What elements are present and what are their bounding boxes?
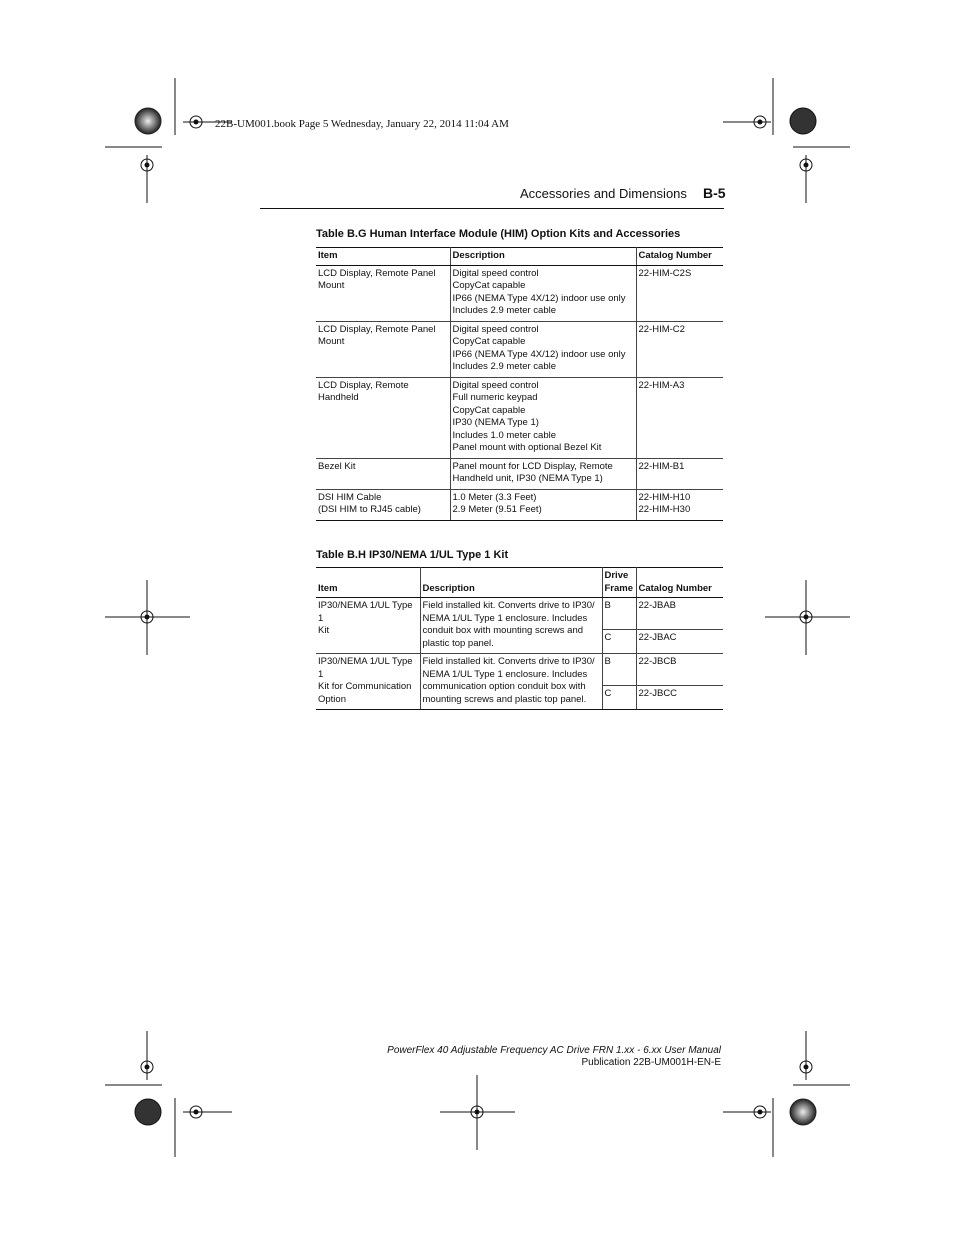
cell-line: 22-HIM-H30 — [638, 504, 691, 515]
cell-description — [450, 489, 636, 520]
cell-line: Field installed kit. Converts drive to IP30/ — [422, 600, 595, 611]
cell-line: IP30 (NEMA Type 1) — [452, 417, 539, 428]
table-h-header-catalog: Catalog Number — [636, 568, 723, 598]
cell-line: NEMA 1/UL Type 1 enclosure. Includes — [422, 612, 588, 624]
cell-line: Panel mount for LCD Display, Remote — [452, 460, 613, 472]
cell-line: LCD Display, Remote Panel — [318, 267, 436, 279]
cell-line: 22-HIM-C2 — [638, 323, 685, 335]
cell-catalog-number — [636, 265, 723, 321]
table-h — [316, 567, 723, 710]
cell-line: Mount — [318, 336, 345, 347]
cell-description — [420, 654, 602, 710]
table-row — [316, 654, 723, 686]
cell-line: IP30/NEMA 1/UL Type 1 — [318, 600, 413, 624]
cell-description — [450, 458, 636, 489]
cell-line: Includes 2.9 meter cable — [452, 305, 557, 316]
cell-line: Option — [318, 693, 346, 705]
cell-catalog-number — [636, 321, 723, 377]
cell-drive-frame: C — [602, 685, 636, 710]
cell-description — [420, 598, 602, 654]
cell-catalog-number: 22-JBAB — [636, 598, 723, 630]
cell-line: IP30/NEMA 1/UL Type 1 — [318, 656, 413, 680]
cell-item — [316, 377, 450, 458]
header-rule — [260, 208, 724, 209]
cell-line: 2.9 Meter (9.51 Feet) — [452, 504, 542, 515]
table-row — [316, 265, 723, 321]
table-g-header-catalog: Catalog Number — [636, 248, 723, 266]
cell-line: NEMA 1/UL Type 1 enclosure. Includes — [422, 668, 588, 680]
cell-item — [316, 654, 420, 710]
cell-catalog-number — [636, 489, 723, 520]
table-g-header-item: Item — [316, 248, 450, 266]
cell-line: LCD Display, Remote Handheld — [318, 379, 409, 403]
page-number: B-5 — [703, 185, 726, 201]
table-g — [316, 247, 723, 521]
table-row — [316, 377, 723, 458]
table-h-header-drive-frame — [602, 568, 636, 598]
cell-drive-frame: B — [602, 598, 636, 630]
table-h-caption: Table B.H IP30/NEMA 1/UL Type 1 Kit — [316, 549, 509, 561]
cell-item — [316, 458, 450, 489]
cell-line: Full numeric keypad — [452, 392, 538, 403]
table-row — [316, 598, 723, 630]
cell-drive-frame: C — [602, 629, 636, 654]
table-h-header-description: Description — [420, 568, 602, 598]
section-title: Accessories and Dimensions — [520, 186, 687, 201]
cell-line: CopyCat capable — [452, 280, 526, 291]
cell-line: Digital speed control — [452, 379, 539, 391]
table-g-header-description: Description — [450, 248, 636, 266]
footer-publication: Publication 22B-UM001H-EN-E — [581, 1057, 721, 1068]
cell-line: LCD Display, Remote Panel — [318, 323, 436, 335]
cell-drive-frame: B — [602, 654, 636, 686]
cell-item — [316, 489, 450, 520]
cell-catalog-number: 22-JBAC — [636, 629, 723, 654]
cell-catalog-number: 22-JBCC — [636, 685, 723, 710]
cell-line: Includes 1.0 meter cable — [452, 429, 557, 441]
cell-line: CopyCat capable — [452, 404, 526, 416]
cell-line: CopyCat capable — [452, 336, 526, 347]
cell-line: plastic top panel. — [422, 637, 494, 649]
cell-line: Kit — [318, 625, 330, 636]
cell-line: 22-HIM-C2S — [638, 267, 692, 279]
cell-line: Kit for Communication — [318, 681, 412, 692]
cell-line: Includes 2.9 meter cable — [452, 361, 557, 372]
cell-line: 22-HIM-H10 — [638, 491, 691, 503]
cell-description — [450, 321, 636, 377]
table-h-header-frame-line: Drive — [604, 570, 629, 581]
cell-catalog-number — [636, 377, 723, 458]
cell-line: Field installed kit. Converts drive to IP30/ — [422, 656, 595, 667]
cell-catalog-number — [636, 458, 723, 489]
cell-line: Mount — [318, 280, 345, 291]
book-slug: 22B-UM001.book Page 5 Wednesday, January 22, 2014 11:04 AM — [215, 118, 509, 130]
table-g-body — [316, 265, 723, 520]
cell-line: 22-HIM-B1 — [638, 460, 685, 472]
footer-manual-title: PowerFlex 40 Adjustable Frequency AC Drive FRN 1.xx - 6.xx User Manual — [387, 1045, 721, 1056]
cell-item — [316, 321, 450, 377]
cell-line: IP66 (NEMA Type 4X/12) indoor use only — [452, 348, 626, 360]
table-h-body — [316, 598, 723, 710]
cell-line: Digital speed control — [452, 267, 539, 279]
cell-line: 22-HIM-A3 — [638, 379, 685, 391]
cell-line: 1.0 Meter (3.3 Feet) — [452, 491, 537, 503]
table-row — [316, 458, 723, 489]
cell-line: DSI HIM Cable — [318, 491, 382, 503]
cell-description — [450, 377, 636, 458]
cell-line: Bezel Kit — [318, 460, 356, 472]
cell-line: (DSI HIM to RJ45 cable) — [318, 504, 421, 515]
cell-item — [316, 598, 420, 654]
table-h-header-item: Item — [316, 568, 420, 598]
cell-line: Digital speed control — [452, 323, 539, 335]
table-row — [316, 489, 723, 520]
cell-catalog-number: 22-JBCB — [636, 654, 723, 686]
cell-description — [450, 265, 636, 321]
table-row — [316, 321, 723, 377]
cell-line: mounting screws and plastic top panel. — [422, 693, 587, 705]
cell-line: Handheld unit, IP30 (NEMA Type 1) — [452, 473, 603, 484]
cell-line: communication option conduit box with — [422, 681, 586, 692]
cell-line: IP66 (NEMA Type 4X/12) indoor use only — [452, 292, 626, 304]
cell-item — [316, 265, 450, 321]
cell-line: Panel mount with optional Bezel Kit — [452, 442, 602, 453]
table-h-header-frame-line: Frame — [604, 582, 634, 594]
table-g-caption: Table B.G Human Interface Module (HIM) Option Kits and Accessories — [316, 228, 681, 240]
cell-line: conduit box with mounting screws and — [422, 625, 584, 636]
